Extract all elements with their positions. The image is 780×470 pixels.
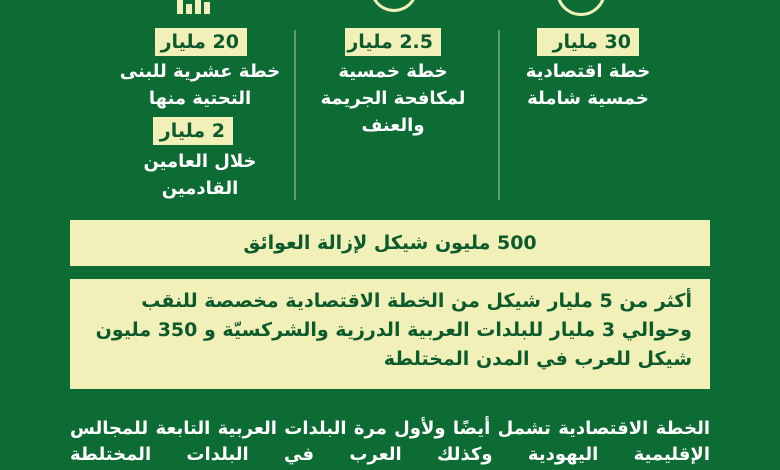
shield-ring-icon bbox=[370, 0, 418, 12]
column-3-description: خطة عشرية للبنى التحتية منها bbox=[119, 61, 281, 109]
banner-allocation: أكثر من 5 مليار شيكل من الخطة الاقتصادية مخصصة للنقب وحوالي 3 مليار للبلدات العربية الدرزية والشركسيّة و 350 مليون شيكل للعرب في المدن المختلطة bbox=[70, 279, 710, 389]
banner-obstacles: 500 مليون شيكل لإزالة العوائق bbox=[70, 220, 710, 266]
amount-30-billion: 30 مليار bbox=[537, 28, 639, 56]
column-3-sub-description: خلال العامين القادمين bbox=[143, 151, 257, 199]
column-divider bbox=[498, 30, 500, 200]
footer-paragraph: الخطة الاقتصادية تشمل أيضًا ولأول مرة البلدات العربية التابعة للمجالس الإقليمية اليهودية وكذلك العرب في البلدات المختلطة bbox=[70, 418, 710, 465]
chart-ring-icon bbox=[556, 0, 606, 16]
amount-20-billion: 20 مليار bbox=[155, 28, 247, 56]
building-icon bbox=[177, 0, 210, 14]
column-1-description: خطة اقتصادية خمسية شاملة bbox=[525, 61, 651, 109]
amount-2-billion: 2 مليار bbox=[153, 117, 233, 145]
column-2-description: خطة خمسية لمكافحة الجريمة والعنف bbox=[320, 61, 466, 136]
amount-2-5-billion: 2.5 مليار bbox=[345, 28, 441, 56]
column-divider bbox=[294, 30, 296, 200]
